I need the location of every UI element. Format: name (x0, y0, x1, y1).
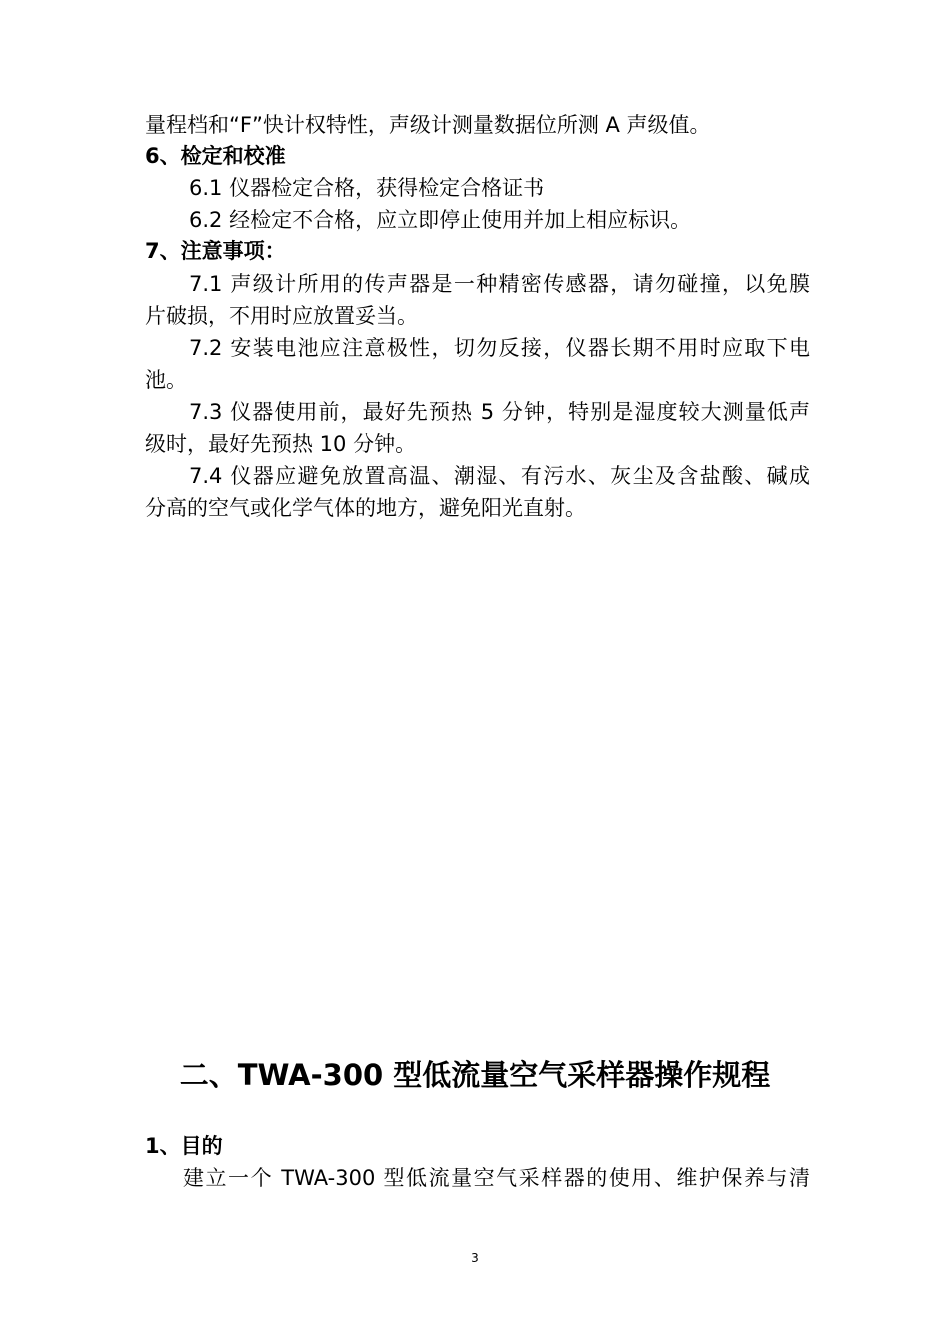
item-6-2: 6.2 经检定不合格，应立即停止使用并加上相应标识。 (189, 208, 692, 232)
item-7-2-line-2: 池。 (145, 368, 187, 392)
item-6-1: 6.1 仪器检定合格，获得检定合格证书 (189, 176, 545, 200)
item-7-1-line-2: 片破损，不用时应放置妥当。 (145, 304, 418, 328)
page-number: 3 (471, 1251, 479, 1265)
heading-calibration: 6、检定和校准 (145, 144, 286, 168)
item-7-3-line-2: 级时，最好先预热 10 分钟。 (145, 432, 417, 456)
item-7-3-line-1: 7.3 仪器使用前，最好先预热 5 分钟，特别是湿度较大测量低声 (189, 400, 810, 424)
section-title: 二、TWA-300 型低流量空气采样器操作规程 (179, 1058, 771, 1092)
purpose-paragraph-line-1: 建立一个 TWA-300 型低流量空气采样器的使用、维护保养与清 (183, 1166, 810, 1190)
item-7-1-line-1: 7.1 声级计所用的传声器是一种精密传感器，请勿碰撞，以免膜 (189, 272, 810, 296)
paragraph-line-measurement: 量程档和“F”快计权特性，声级计测量数据位所测 A 声级值。 (145, 113, 711, 137)
item-7-4-line-2: 分高的空气或化学气体的地方，避免阳光直射。 (145, 496, 586, 520)
item-7-4-line-1: 7.4 仪器应避免放置高温、潮湿、有污水、灰尘及含盐酸、碱成 (189, 464, 810, 488)
heading-precautions: 7、注意事项： (145, 239, 286, 263)
item-7-2-line-1: 7.2 安装电池应注意极性，切勿反接，仪器长期不用时应取下电 (189, 336, 810, 360)
heading-purpose: 1、目的 (145, 1134, 223, 1158)
